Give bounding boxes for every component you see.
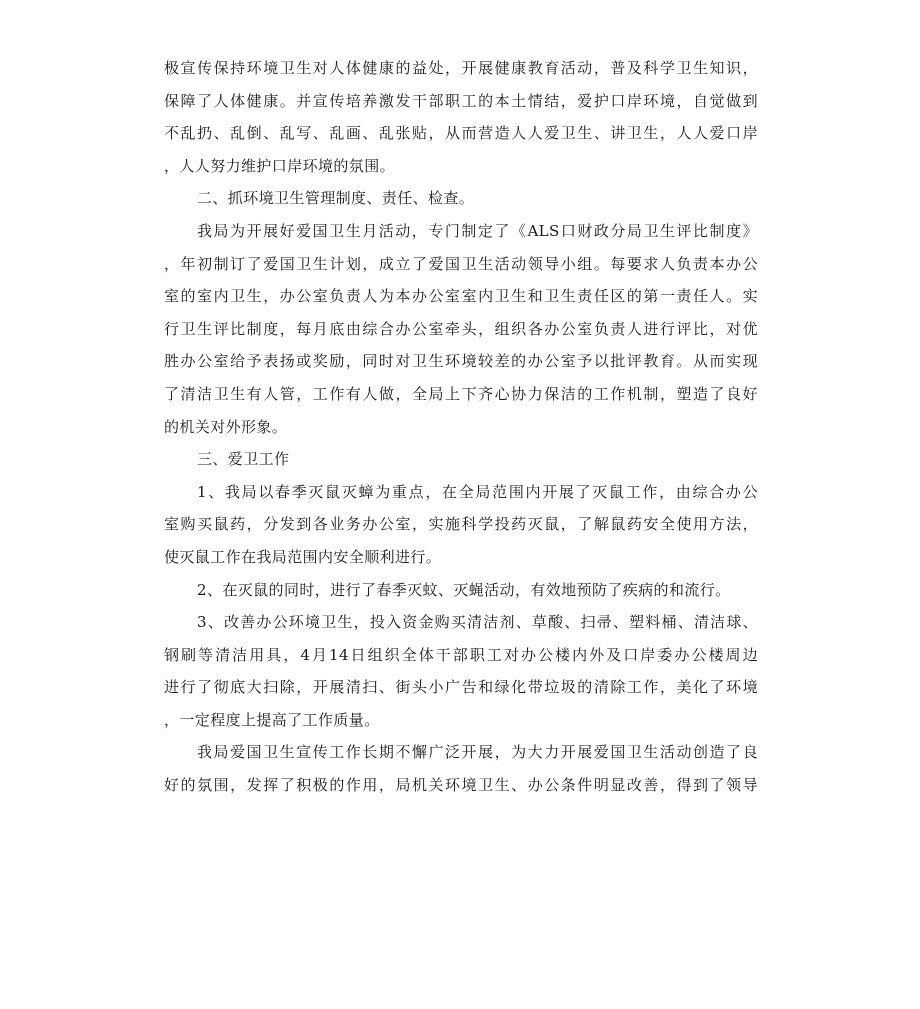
text-line: 钢刷等清洁用具，4月14日组织全体干部职工对办公楼内外及口岸委办公楼周边 [164, 645, 758, 664]
text-line: 2、在灭鼠的同时，进行了春季灭蚊、灭蝇活动，有效地预防了疾病的和流行。 [197, 580, 731, 599]
text-line: 了清洁卫生有人管，工作有人做，全局上下齐心协力保洁的工作机制，塑造了良好 [164, 384, 758, 403]
text-line: 保障了人体健康。并宣传培养激发干部职工的本土情结，爱护口岸环境，自觉做到 [164, 91, 758, 110]
text-line: 1、我局以春季灭鼠灭蟑为重点，在全局范围内开展了灭鼠工作，由综合办公 [197, 482, 758, 501]
text-line: 好的氛围，发挥了积极的作用，局机关环境卫生、办公条件明显改善，得到了领导 [164, 776, 758, 795]
text-line: 行卫生评比制度，每月底由综合办公室牵头，组织各办公室负责人进行评比，对优 [164, 319, 758, 338]
text-line: 3、改善办公环境卫生，投入资金购买清洁剂、草酸、扫帚、塑料桶、清洁球、 [197, 613, 758, 632]
text-line: 进行了彻底大扫除，开展清扫、街头小广告和绿化带垃圾的清除工作，美化了环境 [164, 678, 758, 697]
document-body [164, 52, 758, 802]
text-line: 室购买鼠药，分发到各业务办公室，实施科学投药灭鼠，了解鼠药安全使用方法， [164, 515, 758, 534]
text-line: 胜办公室给予表扬或奖励，同时对卫生环境较差的办公室予以批评教育。从而实现 [164, 352, 758, 371]
text-line: ，人人努力维护口岸环境的氛围。 [164, 156, 396, 175]
text-line: 极宣传保持环境卫生对人体健康的益处，开展健康教育活动，普及科学卫生知识， [164, 59, 758, 77]
text-line: ，年初制订了爱国卫生计划，成立了爱国卫生活动领导小组。每要求人负责本办公 [164, 254, 758, 273]
section-heading-2: 二、抓环境卫生管理制度、责任、检查。 [197, 189, 475, 208]
text-line: 使灭鼠工作在我局范围内安全顺利进行。 [164, 547, 442, 566]
section-heading-3: 三、爱卫工作 [197, 450, 290, 469]
text-line: 我局为开展好爱国卫生月活动，专门制定了《ALS口财政分局卫生评比制度》 [197, 221, 758, 240]
text-line: ，一定程度上提高了工作质量。 [164, 710, 380, 729]
text-line: 的机关对外形象。 [164, 417, 288, 436]
text-line: 室的室内卫生，办公室负责人为本办公室室内卫生和卫生责任区的第一责任人。实 [164, 287, 758, 306]
text-line: 不乱扔、乱倒、乱写、乱画、乱张贴，从而营造人人爱卫生、讲卫生，人人爱口岸 [164, 124, 758, 143]
text-line: 我局爱国卫生宣传工作长期不懈广泛开展，为大力开展爱国卫生活动创造了良 [197, 743, 758, 762]
